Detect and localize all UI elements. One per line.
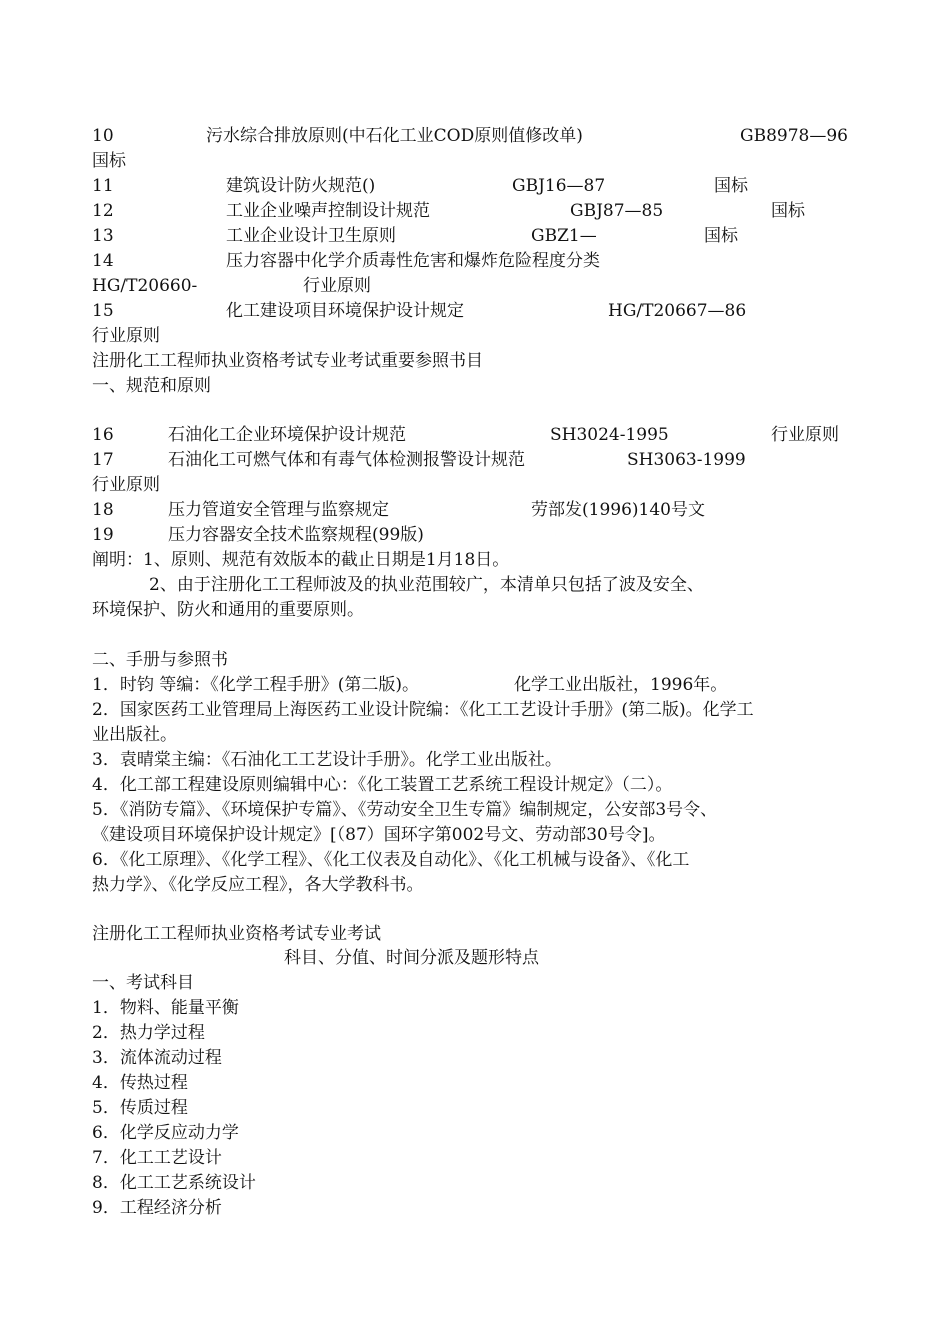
subject-item: 8．化工工艺系统设计 [92,1173,256,1193]
book-item-2: 2．国家医药工业管理局上海医药工业设计院编：《化工工艺设计手册》(第二版)。化学工 [92,700,754,720]
subject-item: 7．化工工艺设计 [92,1148,222,1168]
standard-name: 化工建设项目环境保护设计规定 [226,301,464,321]
standard-row-13 [0,224,950,249]
standard-row-18 [0,498,950,523]
standard-row-12 [0,199,950,224]
book-item-1: 1．时钧 等编：《化学工程手册》(第二版)。 化学工业出版社，1996年。 [92,675,728,695]
subject-item: 4．传热过程 [92,1073,188,1093]
subject-item: 1．物料、能量平衡 [92,998,239,1018]
standard-number: 16 [92,425,114,445]
note-line-3: 环境保护、防火和通用的重要原则。 [92,600,364,620]
note-line-2: 2、由于注册化工工程师波及的执业范围较广，本清单只包括了波及安全、 [149,575,704,595]
book-item-6: 6．《化工原理》、《化学工程》、《化工仪表及自动化》、《化工机械与设备》、《化工 [92,850,690,870]
standard-code: SH3063-1999 [627,450,746,470]
subject-item: 2．热力学过程 [92,1023,205,1043]
exam-title-line-2: 科目、分值、时间分派及题形特点 [284,948,539,968]
booklist-title: 注册化工工程师执业资格考试专业考试重要参照书目 [92,351,483,371]
book-item-3: 3．袁晴棠主编：《石油化工工艺设计手册》。化学工业出版社。 [92,750,562,770]
standard-code: GBZ1— [531,226,597,246]
standard-row-17-level [0,473,950,498]
note-line-1: 阐明：1、原则、规范有效版本的截止日期是1月18日。 [92,550,510,570]
standard-level: 行业原则 [92,326,160,346]
standard-number: 13 [92,226,114,246]
standard-name: 工业企业设计卫生原则 [226,226,396,246]
subject-item: 5．传质过程 [92,1098,188,1118]
standard-row-16 [0,423,950,448]
book-item-4: 4．化工部工程建设原则编辑中心：《化工装置工艺系统工程设计规定》（二）。 [92,775,673,795]
subject-item: 3．流体流动过程 [92,1048,222,1068]
book-item-6-cont: 热力学》、《化学反应工程》，各大学教科书。 [92,875,424,895]
standard-level: 国标 [714,176,748,196]
standard-row-15-level [0,324,950,349]
standard-row-15 [0,299,950,324]
standard-number: 17 [92,450,114,470]
standard-level: 行业原则 [92,475,160,495]
standard-code: GB8978—96 [740,126,848,146]
standard-name: 石油化工企业环境保护设计规范 [168,425,406,445]
standard-code: GBJ16—87 [512,176,606,196]
book-item-2-cont: 业出版社。 [92,725,177,745]
standard-row-11 [0,174,950,199]
standard-number: 19 [92,525,114,545]
section-title-standards: 一、规范和原则 [92,376,211,396]
standard-name: 压力管道安全管理与监察规定 [168,500,389,520]
standard-name: 工业企业噪声控制设计规范 [226,201,430,221]
standard-level: 国标 [704,226,738,246]
standard-code: GBJ87—85 [570,201,664,221]
standard-row-14 [0,249,950,274]
standard-code: HG/T20660- [92,276,198,296]
standard-level: 国标 [771,201,805,221]
standard-number: 11 [92,176,114,196]
standard-level: 行业原则 [303,276,371,296]
standard-row-19 [0,523,950,548]
standard-name: 建筑设计防火规范() [226,176,376,196]
section-title-subjects: 一、考试科目 [92,973,194,993]
standard-row-10 [0,124,950,149]
standard-level: 行业原则 [771,425,839,445]
standard-name: 压力容器安全技术监察规程(99版) [168,525,424,545]
book-item-5-cont: 《建设项目环境保护设计规定》[（87）国环字第002号文、劳动部30号令]。 [92,825,666,845]
standard-row-17 [0,448,950,473]
standard-row-14-code [0,274,950,299]
standard-name: 石油化工可燃气体和有毒气体检测报警设计规范 [168,450,525,470]
standard-number: 10 [92,126,114,146]
standard-number: 12 [92,201,114,221]
standard-code: SH3024-1995 [550,425,669,445]
standard-number: 14 [92,251,114,271]
exam-title-line-1: 注册化工工程师执业资格考试专业考试 [92,924,381,944]
book-item-5: 5．《消防专篇》、《环境保护专篇》、《劳动安全卫生专篇》编制规定，公安部3号令、 [92,800,718,820]
standard-name: 污水综合排放原则(中石化工业COD原则值修改单) [206,126,583,146]
standard-row-10-level [0,149,950,174]
section-title-books: 二、手册与参照书 [92,650,228,670]
subject-item: 6．化学反应动力学 [92,1123,239,1143]
standard-number: 15 [92,301,114,321]
standard-number: 18 [92,500,114,520]
subject-item: 9．工程经济分析 [92,1198,222,1218]
standard-code: HG/T20667—86 [608,301,747,321]
standard-name: 压力容器中化学介质毒性危害和爆炸危险程度分类 [226,251,600,271]
standard-level: 国标 [92,151,126,171]
standard-code: 劳部发(1996)140号文 [531,500,705,520]
